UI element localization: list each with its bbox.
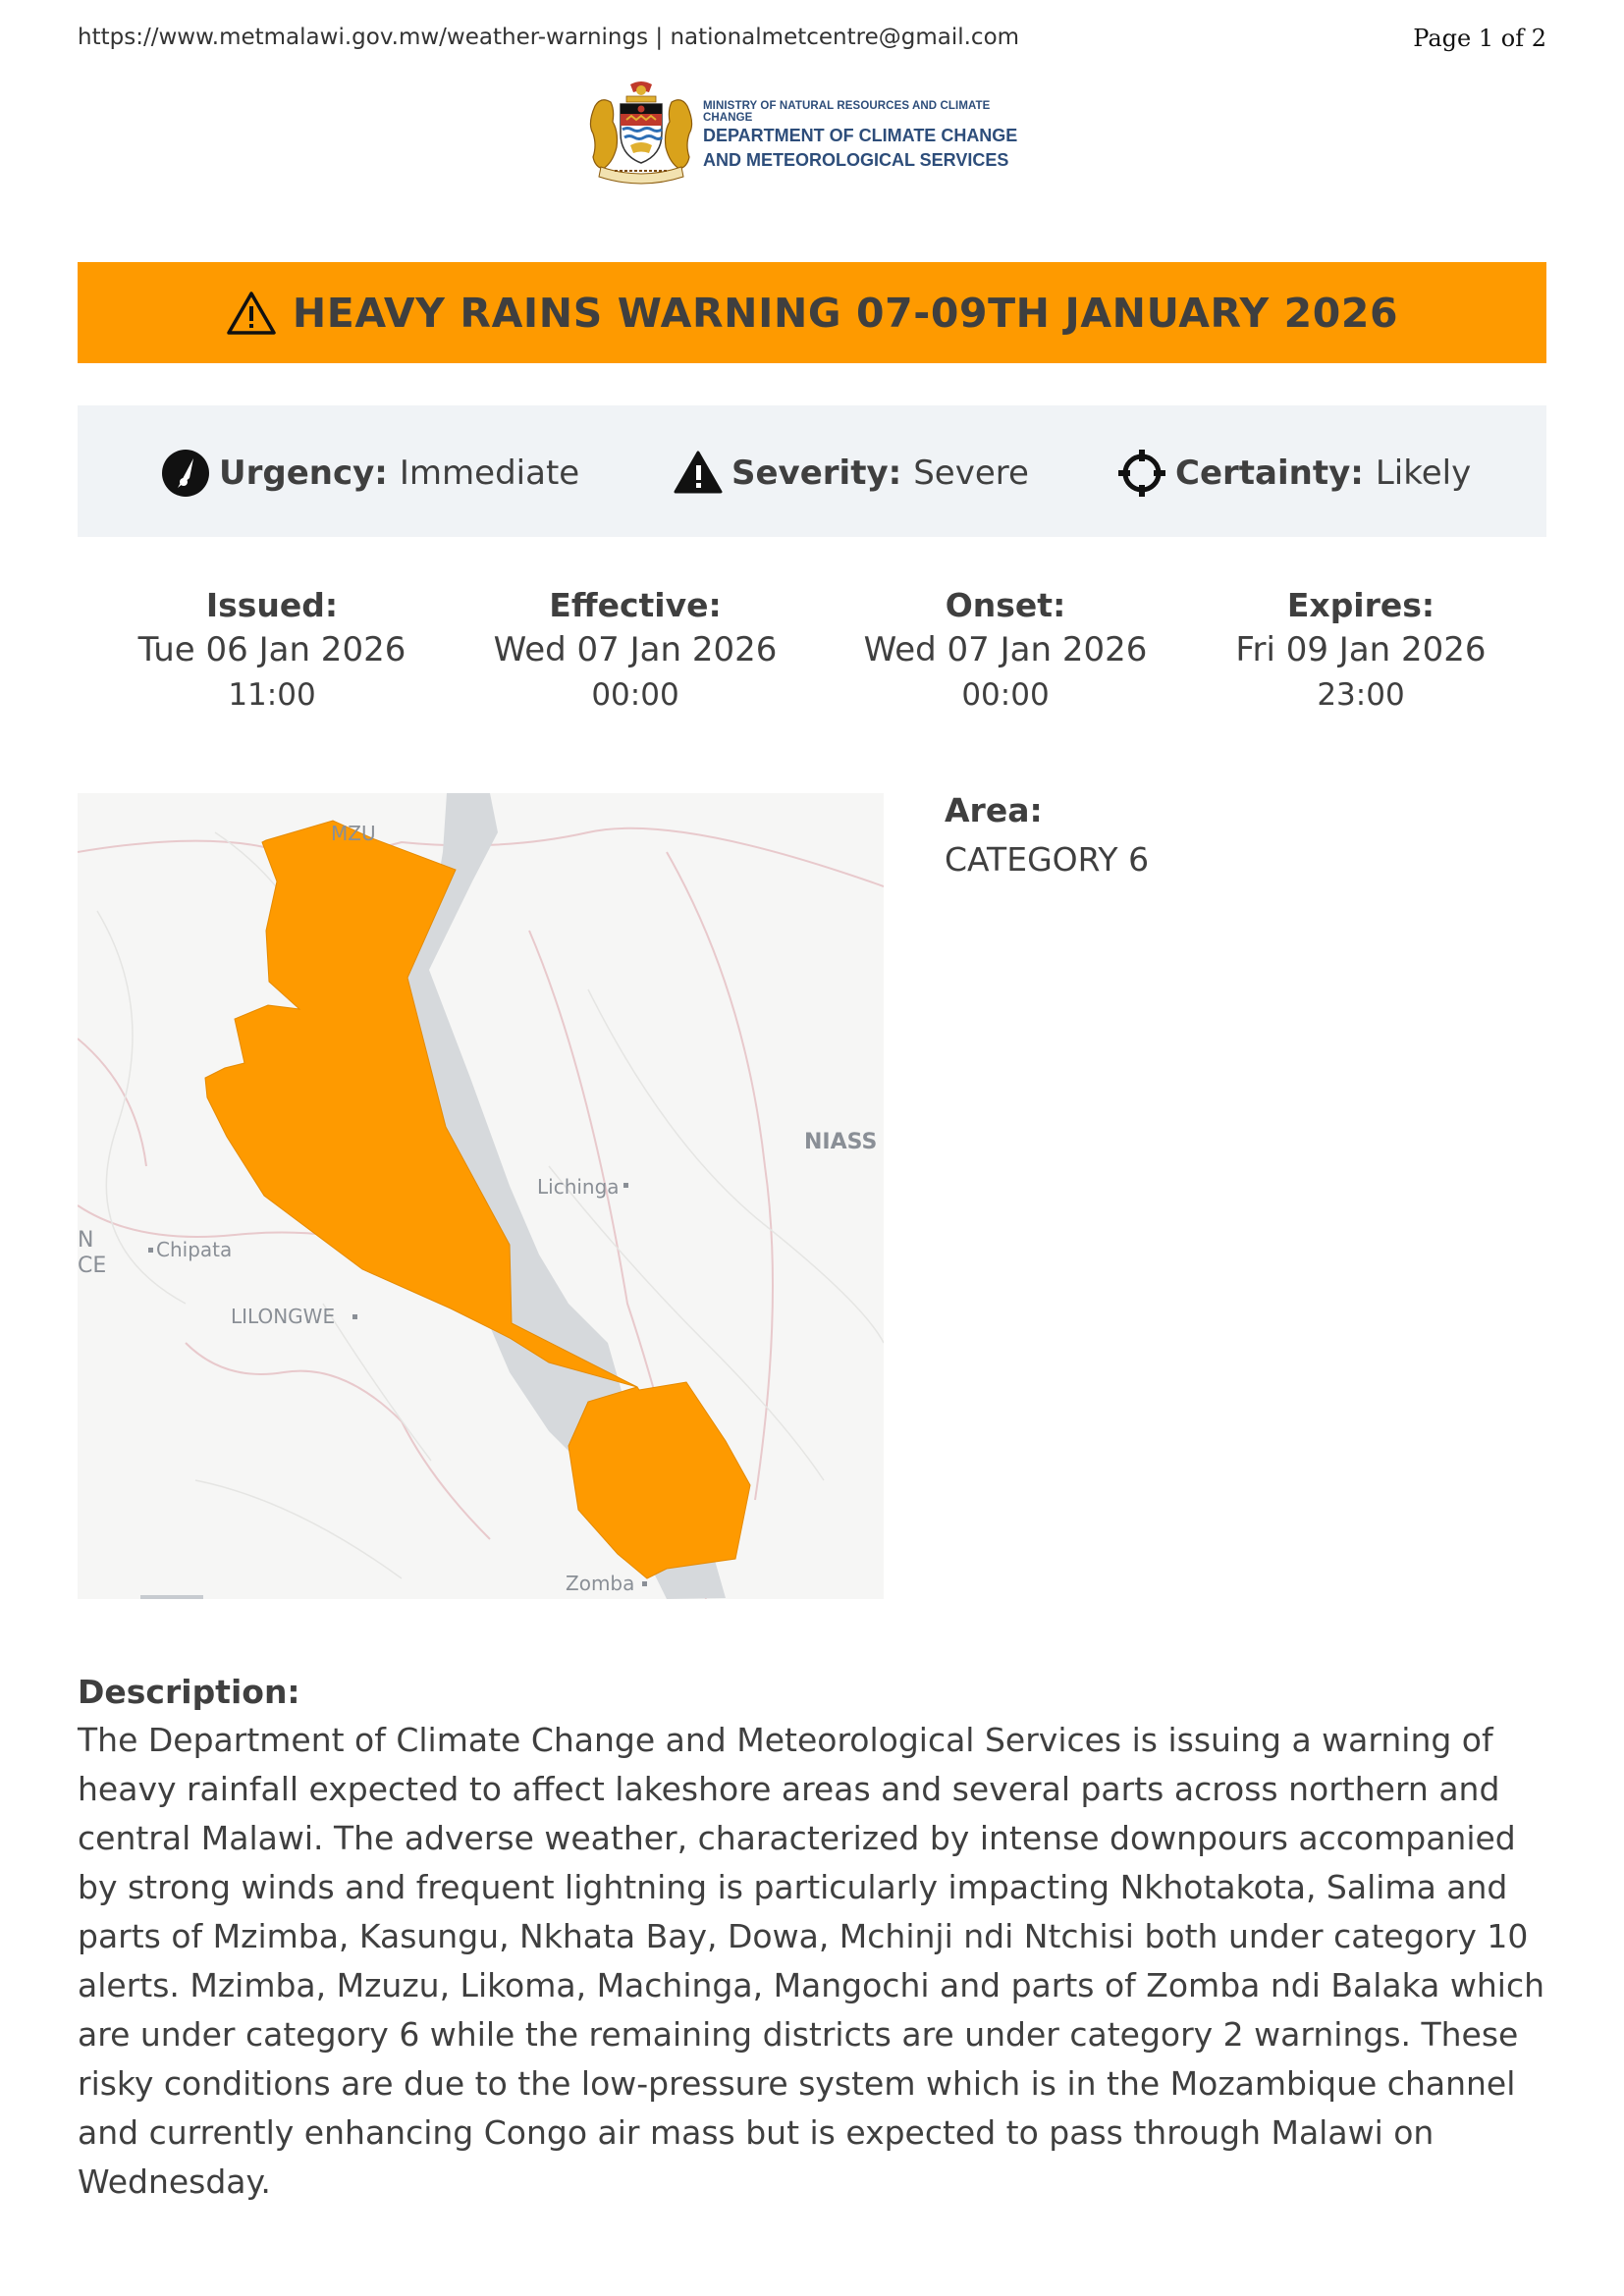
coat-of-arms-icon [587, 77, 695, 185]
effective-label: Effective: [549, 586, 722, 624]
severity-value: Severe [913, 454, 1029, 493]
warning-filled-icon [673, 449, 724, 498]
department-logo [587, 77, 1039, 185]
issued-time: 11:00 [228, 677, 316, 713]
effective-time: 00:00 [591, 677, 679, 713]
lichinga-marker-icon [623, 1183, 628, 1188]
lilongwe-marker-icon [352, 1314, 357, 1319]
clock-gauge-icon [160, 449, 211, 498]
expires-label: Expires: [1286, 586, 1435, 624]
expires-block [1194, 585, 1528, 717]
warning-banner [78, 262, 1546, 363]
urgency-label: Urgency: [219, 454, 388, 493]
issued-block [105, 585, 439, 717]
effective-date: Wed 07 Jan 2026 [493, 630, 778, 669]
onset-time: 00:00 [961, 677, 1050, 713]
warning-area-map [78, 793, 884, 1599]
urgency-item [160, 449, 579, 498]
effective-block [468, 585, 802, 717]
urgency-value: Immediate [399, 454, 580, 493]
page-number: Page 1 of 2 [1413, 25, 1546, 52]
department-name-line2: AND METEOROLOGICAL SERVICES [703, 150, 1009, 170]
chipata-marker-icon [148, 1248, 153, 1253]
onset-label: Onset: [945, 586, 1066, 624]
place-zomba: Zomba [566, 1572, 635, 1595]
onset-date: Wed 07 Jan 2026 [863, 630, 1148, 669]
header-url-email: https://www.metmalawi.gov.mw/weather-warnings | nationalmetcentre@gmail.com [78, 25, 1020, 50]
severity-label: Severity: [731, 454, 902, 493]
certainty-value: Likely [1375, 454, 1472, 493]
warning-triangle-icon [226, 290, 277, 337]
warning-title: HEAVY RAINS WARNING 07-09TH JANUARY 2026 [292, 289, 1399, 337]
place-niassa: NIASS [804, 1130, 878, 1154]
place-lilongwe: LILONGWE [231, 1305, 336, 1328]
expires-time: 23:00 [1317, 677, 1405, 713]
issued-label: Issued: [205, 586, 339, 624]
map-canvas [78, 793, 884, 1599]
area-value: CATEGORY 6 [945, 840, 1150, 879]
expires-date: Fri 09 Jan 2026 [1235, 630, 1487, 669]
department-name-line1: DEPARTMENT OF CLIMATE CHANGE [703, 126, 1018, 145]
warning-attributes [78, 405, 1546, 537]
department-name [703, 124, 1017, 173]
certainty-label: Certainty: [1175, 454, 1364, 493]
description-label: Description: [78, 1673, 300, 1711]
ministry-name: MINISTRY OF NATURAL RESOURCES AND CLIMATE CHANGE [703, 100, 991, 124]
place-chipata: Chipata [156, 1238, 233, 1261]
description-text: The Department of Climate Change and Meteorological Services is issuing a warning of heavy rainfall expected to affect lakeshore areas and several parts across northern and central Malawi. The adverse weather, characterized by intense downpours accompanied by strong winds and frequent lightning is particularly impacting Nkhotakota, Salima and parts of Mzimba, Kasungu, Nkhata Bay, Dowa, Mchinji ndi Ntchisi both under category 10 alerts. Mzimba, Mzuzu, Likoma, Machinga, Mangochi and parts of Zomba ndi Balaka which are under category 6 while the remaining districts are under category 2 warnings. These risky conditions are due to the low-pressure system which is in the Mozambique channel and currently enhancing Congo air mass but is expected to pass through Malawi on Wednesday. [78, 1721, 1545, 2201]
onset-block [839, 585, 1172, 717]
severity-item [673, 449, 1029, 498]
area-label: Area: [945, 791, 1043, 829]
certainty-item [1116, 449, 1471, 498]
place-mzuzu: MZU [331, 822, 376, 845]
crosshair-icon [1116, 449, 1167, 498]
zomba-marker-icon [642, 1581, 647, 1586]
place-lichinga: Lichinga [537, 1175, 620, 1199]
map-scale-bar [140, 1595, 203, 1599]
place-edge-n: N [78, 1228, 94, 1253]
place-edge-ce: CE [78, 1254, 107, 1278]
issued-date: Tue 06 Jan 2026 [137, 630, 406, 669]
